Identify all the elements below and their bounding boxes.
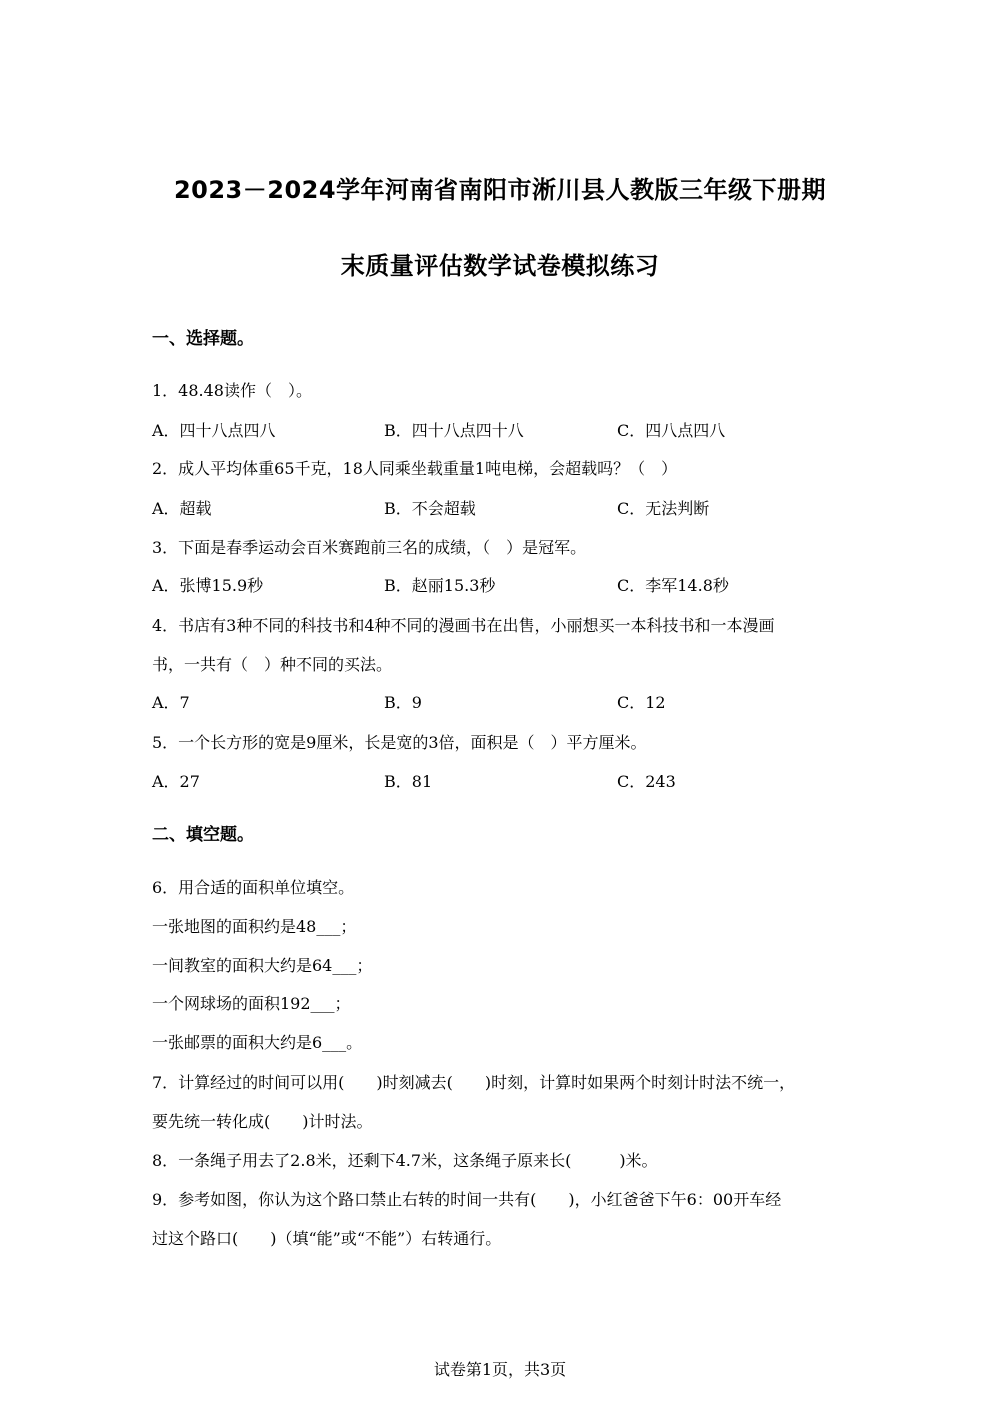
question-6-line-3: 一个网球场的面积192___； xyxy=(152,994,351,1013)
question-4-line-2: 书，一共有（ ）种不同的买法。 xyxy=(152,655,393,674)
question-2-option-a: A．超载 xyxy=(152,499,212,518)
question-4-option-c: C．12 xyxy=(617,693,666,712)
question-4-option-a: A．7 xyxy=(152,693,190,712)
page-footer: 试卷第1页，共3页 xyxy=(433,1360,567,1379)
question-3-option-c: C．李军14.8秒 xyxy=(617,576,729,595)
question-3: 3．下面是春季运动会百米赛跑前三名的成绩，（ ）是冠军。 xyxy=(152,538,587,557)
question-5-option-a: A．27 xyxy=(152,772,200,791)
question-8: 8．一条绳子用去了2.8米，还剩下4.7米，这条绳子原来长( )米。 xyxy=(152,1151,658,1170)
question-5: 5．一个长方形的宽是9厘米，长是宽的3倍，面积是（ ）平方厘米。 xyxy=(152,733,647,752)
question-2: 2．成人平均体重65千克，18人同乘坐载重量1吨电梯，会超载吗？（ ） xyxy=(152,459,678,478)
question-6-line-1: 一张地图的面积约是48___； xyxy=(152,917,357,936)
title-line-1: 2023－2024学年河南省南阳市淅川县人教版三年级下册期 xyxy=(173,176,827,204)
question-3-option-a: A．张博15.9秒 xyxy=(152,576,264,595)
question-2-option-b: B．不会超载 xyxy=(384,499,476,518)
question-9-line-2: 过这个路口( )（填“能”或“不能”）右转通行。 xyxy=(152,1229,502,1248)
question-3-option-b: B．赵丽15.3秒 xyxy=(384,576,496,595)
title-line-2: 末质量评估数学试卷模拟练习 xyxy=(340,252,660,280)
question-1-option-a: A．四十八点四八 xyxy=(152,421,276,440)
question-7-line-1: 7．计算经过的时间可以用( )时刻减去( )时刻，计算时如果两个时刻计时法不统一， xyxy=(152,1073,796,1092)
question-4-line-1: 4．书店有3种不同的科技书和4种不同的漫画书在出售，小丽想买一本科技书和一本漫画 xyxy=(152,616,775,635)
question-1-option-c: C．四八点四八 xyxy=(617,421,726,440)
question-2-option-c: C．无法判断 xyxy=(617,499,710,518)
question-5-option-c: C．243 xyxy=(617,772,676,791)
section-heading-choice: 一、选择题。 xyxy=(152,329,254,349)
question-7-line-2: 要先统一转化成( )计时法。 xyxy=(152,1112,373,1131)
question-6-line-4: 一张邮票的面积大约是6___。 xyxy=(152,1033,363,1052)
question-6-line-2: 一间教室的面积大约是64___； xyxy=(152,956,373,975)
question-1: 1．48.48读作（ ）。 xyxy=(152,381,312,400)
section-heading-fill: 二、填空题。 xyxy=(152,825,254,845)
question-5-option-b: B．81 xyxy=(384,772,433,791)
question-1-option-b: B．四十八点四十八 xyxy=(384,421,524,440)
question-9-line-1: 9．参考如图，你认为这个路口禁止右转的时间一共有( )，小红爸爸下午6：00开车经 xyxy=(152,1190,782,1209)
question-6: 6．用合适的面积单位填空。 xyxy=(152,878,355,897)
question-4-option-b: B．9 xyxy=(384,693,422,712)
